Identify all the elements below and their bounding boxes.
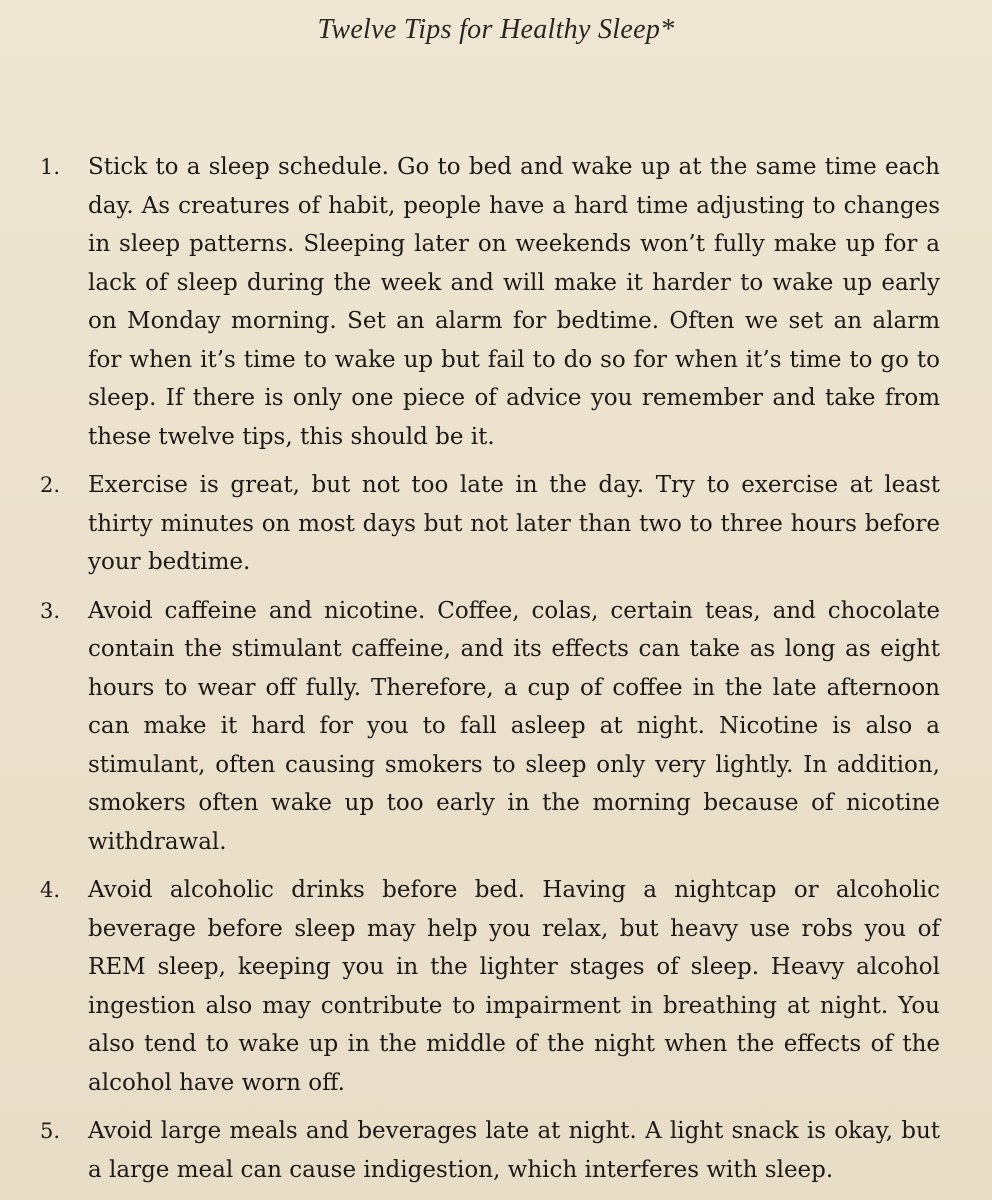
tip-number: 1. xyxy=(40,155,61,179)
tip-item xyxy=(40,466,940,582)
tip-number: 3. xyxy=(40,598,61,623)
tips-list xyxy=(40,148,940,1199)
tip-item xyxy=(40,148,940,456)
tip-text: Avoid caffeine and nicotine. Coffee, colas, certain teas, and chocolate contain the stimulant caffeine, and its effects can take as long as eight hours to wear off fully. Therefore, a cup of coffee in the late afternoon can make it hard for you to fall asleep at night. Nicotine is also a stimulant, often causing smokers to sleep only very lightly. In addition, smokers often wake up too early in the morning because of nicotine withdrawal. xyxy=(88,597,940,855)
tip-item xyxy=(40,592,940,862)
tip-item xyxy=(40,1112,940,1189)
tip-item xyxy=(40,871,940,1102)
tip-number: 5. xyxy=(40,1119,61,1143)
tip-number: 4. xyxy=(40,878,61,902)
tip-text: Exercise is great, but not too late in the day. Try to exercise at least thirty minutes on most days but not later than two to three hours before your bedtime. xyxy=(88,472,940,575)
tip-text: Avoid alcoholic drinks before bed. Having a nightcap or alcoholic beverage before sleep may help you relax, but heavy use robs you of REM sleep, keeping you in the lighter stages of sleep. Heavy alcohol ingestion also may contribute to impairment in breathing at night. You also tend to wake up in the middle of the night when the effects of the alcohol have worn off. xyxy=(88,877,940,1096)
tip-number: 2. xyxy=(40,473,61,497)
page-title: Twelve Tips for Healthy Sleep* xyxy=(317,14,675,45)
tip-text: Avoid large meals and beverages late at night. A light snack is okay, but a large meal can cause indigestion, which interferes with sleep. xyxy=(88,1118,940,1183)
tip-text: Stick to a sleep schedule. Go to bed and wake up at the same time each day. As creatures of habit, people have a hard time adjusting to changes in sleep patterns. Sleeping later on weekends won’t fully make up for a lack of sleep during the week and will make it harder to wake up early on Monday morning. Set an alarm for bedtime. Often we set an alarm for when it’s time to wake up but fail to do so for when it’s time to go to sleep. If there is only one piece of advice you remember and take from these twelve tips, this should be it. xyxy=(88,154,940,450)
